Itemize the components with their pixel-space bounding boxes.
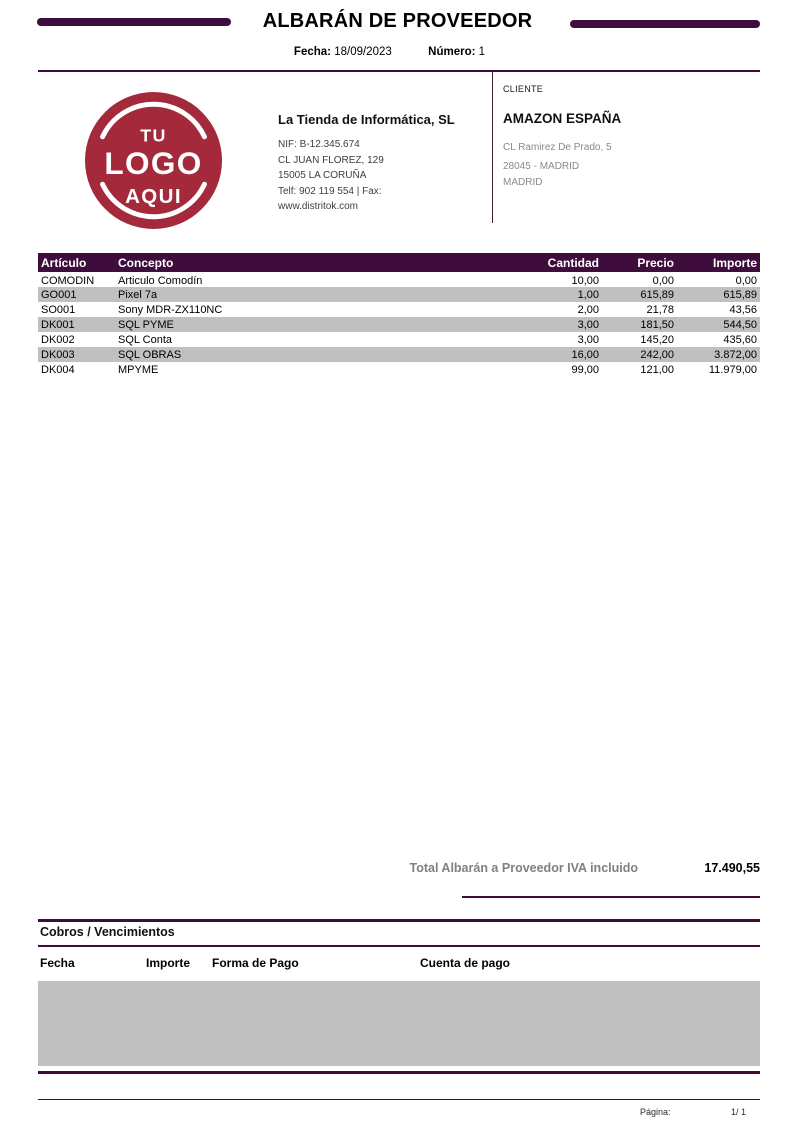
item-cell: 145,20 <box>640 333 674 346</box>
client-province: MADRID <box>503 177 543 188</box>
item-cell: SQL PYME <box>118 318 174 331</box>
col-header-concepto: Concepto <box>115 253 480 272</box>
supplier-nif: NIF: B-12.345.674 <box>278 139 360 150</box>
logo-text-line3: AQUI <box>125 184 182 208</box>
item-cell: 544,50 <box>723 318 757 331</box>
page-value: 1/ 1 <box>730 1107 746 1117</box>
payments-col-forma-de-pago: Forma de Pago <box>212 956 299 970</box>
logo-text-line1: TU <box>140 125 167 146</box>
supplier-phone-fax: Telf: 902 119 554 | Fax: <box>278 185 382 197</box>
document-meta <box>0 46 787 58</box>
item-cell: DK002 <box>41 333 75 346</box>
item-row <box>38 302 760 317</box>
payments-top-line <box>38 919 760 922</box>
payments-col-cuenta-de-pago: Cuenta de pago <box>420 956 511 970</box>
items-table <box>38 253 760 377</box>
item-cell: 0,00 <box>652 274 674 287</box>
item-cell: 121,00 <box>640 363 674 376</box>
client-address-block <box>503 140 612 192</box>
fecha-value: 18/09/2023 <box>334 46 392 58</box>
footer-thin-line <box>38 1099 760 1100</box>
item-cell: SQL OBRAS <box>118 348 182 361</box>
item-cell: 16,00 <box>571 348 599 361</box>
total-row <box>38 861 760 875</box>
item-cell: Articulo Comodín <box>118 274 203 287</box>
item-cell: 3.872,00 <box>714 348 757 361</box>
item-cell: MPYME <box>118 363 159 376</box>
item-cell: COMODIN <box>41 274 95 287</box>
col-header-articulo: Artículo <box>38 253 115 272</box>
item-cell: 11.979,00 <box>708 363 757 376</box>
item-cell: 43,56 <box>729 303 757 316</box>
col-header-importe: Importe <box>677 253 760 272</box>
item-cell: GO001 <box>41 288 77 301</box>
client-address: CL Ramirez De Prado, 5 <box>503 142 612 153</box>
placeholder-logo-icon <box>85 92 222 229</box>
item-row <box>38 287 760 302</box>
item-row <box>38 272 760 287</box>
header-divider-line <box>38 70 760 72</box>
item-row <box>38 332 760 347</box>
items-table-body <box>38 272 760 377</box>
supplier-name: La Tienda de Informática, SL <box>278 112 455 127</box>
supplier-address: CL JUAN FLOREZ, 129 <box>278 154 384 166</box>
numero-label: Número: <box>428 46 476 58</box>
item-cell: SQL Conta <box>118 333 173 346</box>
item-cell: 242,00 <box>640 348 674 361</box>
payments-title-underline <box>38 945 760 947</box>
payments-col-importe: Importe <box>145 956 190 970</box>
item-cell: DK004 <box>41 363 75 376</box>
total-underline <box>462 896 760 898</box>
logo-text-line2: LOGO <box>104 145 203 182</box>
item-cell: 99,00 <box>571 363 599 376</box>
client-postal-city: 28045 - MADRID <box>503 160 580 172</box>
payments-header-row <box>38 956 760 972</box>
page-indicator <box>640 1107 760 1117</box>
items-table-header-row <box>38 253 760 272</box>
item-cell: DK003 <box>41 348 75 361</box>
numero-value: 1 <box>478 46 486 58</box>
payments-col-fecha: Fecha <box>40 956 75 970</box>
footer-thick-line <box>38 1071 760 1074</box>
item-cell: 10,00 <box>571 274 599 287</box>
fecha-label: Fecha: <box>293 46 331 58</box>
total-value: 17.490,55 <box>704 861 760 875</box>
item-row <box>38 362 760 377</box>
col-header-precio: Precio <box>602 253 677 272</box>
col-header-cantidad: Cantidad <box>480 253 602 272</box>
item-cell: 1,00 <box>577 288 599 301</box>
client-section-label: CLIENTE <box>503 84 544 94</box>
supplier-block <box>278 112 488 215</box>
page-label: Página: <box>640 1107 671 1117</box>
item-cell: 435,60 <box>723 333 757 346</box>
item-cell: 3,00 <box>577 318 599 331</box>
payments-empty-body <box>38 981 760 1066</box>
document-title: ALBARÁN DE PROVEEDOR <box>262 10 533 32</box>
item-row <box>38 317 760 332</box>
supplier-details <box>278 137 488 215</box>
item-cell: Sony MDR-ZX110NC <box>118 303 223 316</box>
item-cell: 0,00 <box>735 274 757 287</box>
item-cell: 615,89 <box>723 288 757 301</box>
item-cell: Pixel 7a <box>118 288 158 301</box>
item-cell: 2,00 <box>577 303 599 316</box>
item-cell: 3,00 <box>577 333 599 346</box>
item-cell: SO001 <box>41 303 76 316</box>
address-separator-line <box>492 72 493 223</box>
item-cell: DK001 <box>41 318 75 331</box>
item-cell: 181,50 <box>640 318 674 331</box>
supplier-website: www.distritok.com <box>278 201 359 213</box>
total-label: Total Albarán a Proveedor IVA incluido <box>409 861 638 875</box>
client-name: AMAZON ESPAÑA <box>503 111 622 126</box>
supplier-city: 15005 LA CORUÑA <box>278 170 367 182</box>
item-cell: 21,78 <box>646 303 674 316</box>
item-cell: 615,89 <box>640 288 674 301</box>
item-row <box>38 347 760 362</box>
payments-section-title: Cobros / Vencimientos <box>40 925 175 939</box>
